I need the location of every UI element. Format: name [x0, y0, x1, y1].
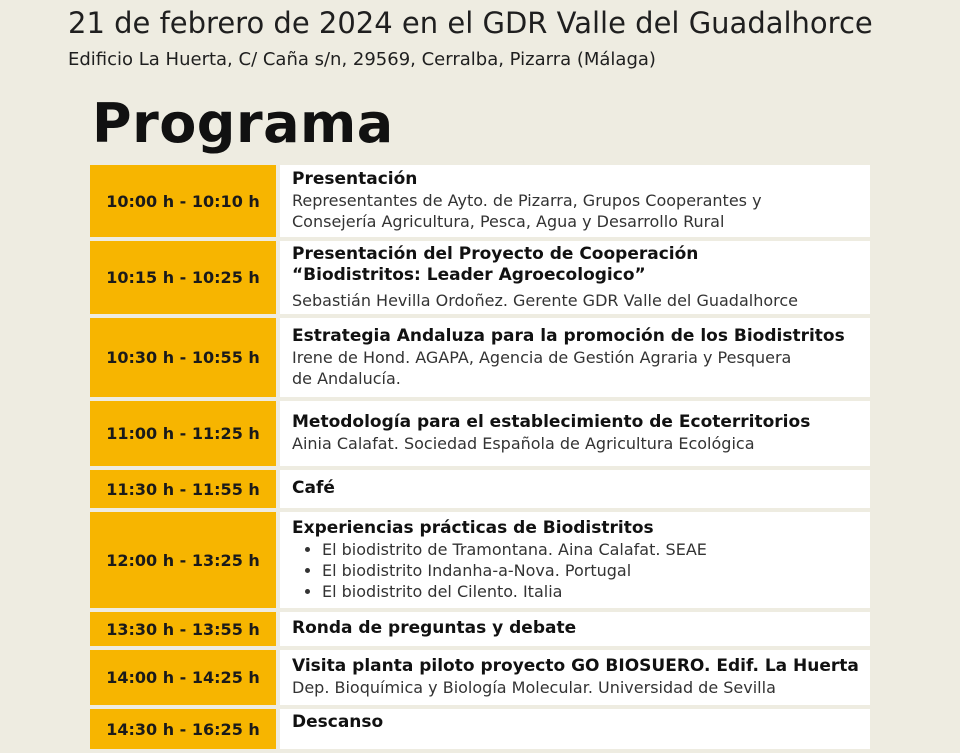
session-description: Irene de Hond. AGAPA, Agencia de Gestión Agraria y Pesquera: [292, 347, 792, 367]
schedule-row: [90, 650, 870, 705]
session-title: “Biodistritos: Leader Agroecologico”: [292, 264, 646, 285]
session-content: [280, 241, 870, 314]
session-content: [280, 612, 870, 646]
session-title: Descanso: [292, 712, 384, 732]
schedule-row: [90, 401, 870, 466]
schedule-table: [90, 165, 870, 753]
session-content: [280, 709, 870, 749]
session-time: 11:30 h - 11:55 h: [90, 470, 276, 508]
schedule-row: [90, 165, 870, 237]
session-description: Consejería Agricultura, Pesca, Agua y Desarrollo Rural: [292, 212, 725, 231]
schedule-row: [90, 512, 870, 608]
session-title: Estrategia Andaluza para la promoción de los Biodistritos: [292, 325, 845, 346]
session-title: Ronda de preguntas y debate: [292, 618, 577, 638]
session-title: Experiencias prácticas de Biodistritos: [292, 517, 654, 538]
event-date-venue: 21 de febrero de 2024 en el GDR Valle del Guadalhorce: [68, 6, 873, 40]
session-time: 14:30 h - 16:25 h: [90, 709, 276, 749]
session-content: [280, 401, 870, 466]
session-title: Visita planta piloto proyecto GO BIOSUERO. Edif. La Huerta: [292, 656, 859, 676]
list-item: • El biodistrito del Cilento. Italia: [322, 581, 862, 602]
session-title: Presentación del Proyecto de Cooperación: [292, 243, 699, 264]
session-time: 10:30 h - 10:55 h: [90, 318, 276, 397]
session-time: 10:00 h - 10:10 h: [90, 165, 276, 237]
session-title: Café: [292, 478, 335, 498]
schedule-row: [90, 612, 870, 646]
session-bullet-list: [292, 539, 862, 602]
session-description: Dep. Bioquímica y Biología Molecular. Universidad de Sevilla: [292, 678, 776, 697]
session-time: 11:00 h - 11:25 h: [90, 401, 276, 466]
page-title: Programa: [92, 92, 394, 155]
session-content: [280, 650, 870, 705]
session-time: 12:00 h - 13:25 h: [90, 512, 276, 608]
event-address: Edificio La Huerta, C/ Caña s/n, 29569, Cerralba, Pizarra (Málaga): [68, 49, 656, 70]
session-time: 10:15 h - 10:25 h: [90, 241, 276, 314]
session-description: de Andalucía.: [292, 368, 401, 388]
schedule-row: [90, 318, 870, 397]
schedule-row: [90, 241, 870, 314]
schedule-row: [90, 709, 870, 749]
schedule-row: [90, 470, 870, 508]
session-title: Metodología para el establecimiento de Ecoterritorios: [292, 412, 811, 432]
list-item: • El biodistrito de Tramontana. Aina Calafat. SEAE: [322, 539, 862, 560]
session-title: Presentación: [292, 169, 418, 189]
session-content: [280, 318, 870, 397]
session-time: 13:30 h - 13:55 h: [90, 612, 276, 646]
session-description: Representantes de Ayto. de Pizarra, Grupos Cooperantes y: [292, 191, 762, 210]
session-description: Sebastián Hevilla Ordoñez. Gerente GDR Valle del Guadalhorce: [292, 290, 798, 310]
session-content: [280, 165, 870, 237]
session-content: [280, 470, 870, 508]
session-description: Ainia Calafat. Sociedad Española de Agricultura Ecológica: [292, 434, 755, 453]
list-item: • El biodistrito Indanha-a-Nova. Portugal: [322, 560, 862, 581]
session-content: [280, 512, 870, 608]
session-time: 14:00 h - 14:25 h: [90, 650, 276, 705]
